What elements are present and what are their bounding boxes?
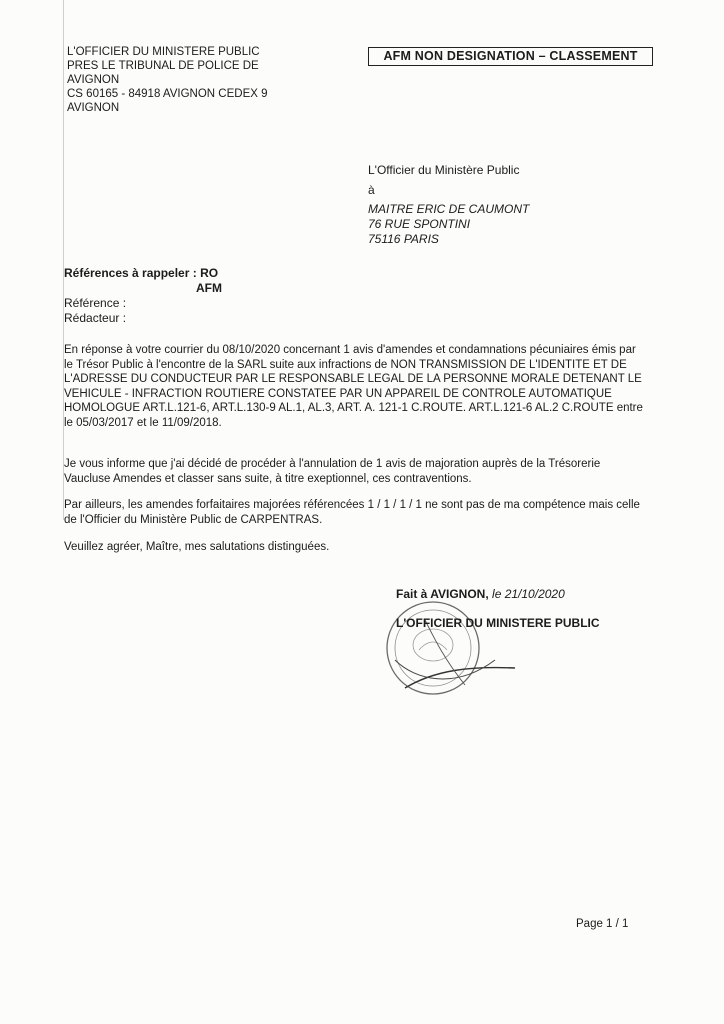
sender-line: CS 60165 - 84918 AVIGNON CEDEX 9	[67, 88, 268, 100]
sender-line: AVIGNON	[67, 102, 120, 114]
sender-address	[67, 45, 268, 115]
signature-title: L'OFFICIER DU MINISTERE PUBLIC	[396, 616, 600, 630]
redacteur-label: Rédacteur :	[64, 311, 127, 325]
paragraph-reply: En réponse à votre courrier du 08/10/2020 concernant 1 avis d'amendes et condamnations pécuniaires émis par le Trésor Public à l'encontre de la SARL suite aux infractions de NON TRANSMISSION DE L'IDENTITE ET DE L'ADRESSE DU CONDUCTEUR PAR LE RESPONSABLE LEGAL DE LA PERSONNE MORALE DETENANT LE VEHICULE - INFRACTION ROUTIERE CONSTATEE PAR UN APPAREIL DE CONTROLE AUTOMATIQUE HOMOLOGUE ART.L.121-6, ART.L.130-9 AL.1, AL.3, ART. A. 121-1 C.ROUTE. ART.L.121-6 AL.2 C.ROUTE entre le 05/03/2017 et le 11/09/2018.	[64, 344, 643, 429]
from-block	[368, 160, 519, 200]
classification-box: AFM NON DESIGNATION – CLASSEMENT	[368, 47, 653, 66]
signature-date: le 21/10/2020	[492, 587, 565, 601]
sender-line: PRES LE TRIBUNAL DE POLICE DE	[67, 60, 259, 72]
recipient-line: 75116 PARIS	[368, 232, 439, 246]
recipient-line: MAITRE ERIC DE CAUMONT	[368, 202, 530, 216]
reference-label: Référence :	[64, 296, 127, 310]
margin-line	[63, 0, 64, 520]
references-block	[64, 266, 222, 326]
signature-line	[396, 587, 565, 601]
sender-line: L'OFFICIER DU MINISTERE PUBLIC	[67, 46, 260, 58]
official-seal-icon	[375, 590, 525, 710]
references-afm: AFM	[196, 281, 222, 295]
sender-line: AVIGNON	[67, 74, 120, 86]
recipient-line: 76 RUE SPONTINI	[368, 217, 471, 231]
page-number: Page 1 / 1	[576, 918, 629, 930]
paragraph-salutations: Veuillez agréer, Maître, mes salutations distinguées.	[64, 541, 330, 553]
from-to: à	[368, 183, 375, 197]
paragraph-competence: Par ailleurs, les amendes forfaitaires majorées référencées 1 / 1 / 1 / 1 ne sont pas de ma compétence mais celle de l'Officier du Ministère Public de CARPENTRAS.	[64, 499, 640, 526]
paragraph-annulation: Je vous informe que j'ai décidé de procéder à l'annulation de 1 avis de majoration auprès de la Trésorerie Vaucluse Amendes et classer sans suite, à titre exeptionnel, ces contraventions.	[64, 458, 601, 485]
references-label: Références à rappeler : RO	[64, 266, 219, 280]
signature-place: Fait à AVIGNON,	[396, 587, 489, 601]
recipient-address	[368, 202, 529, 247]
from-line: L'Officier du Ministère Public	[368, 163, 520, 177]
